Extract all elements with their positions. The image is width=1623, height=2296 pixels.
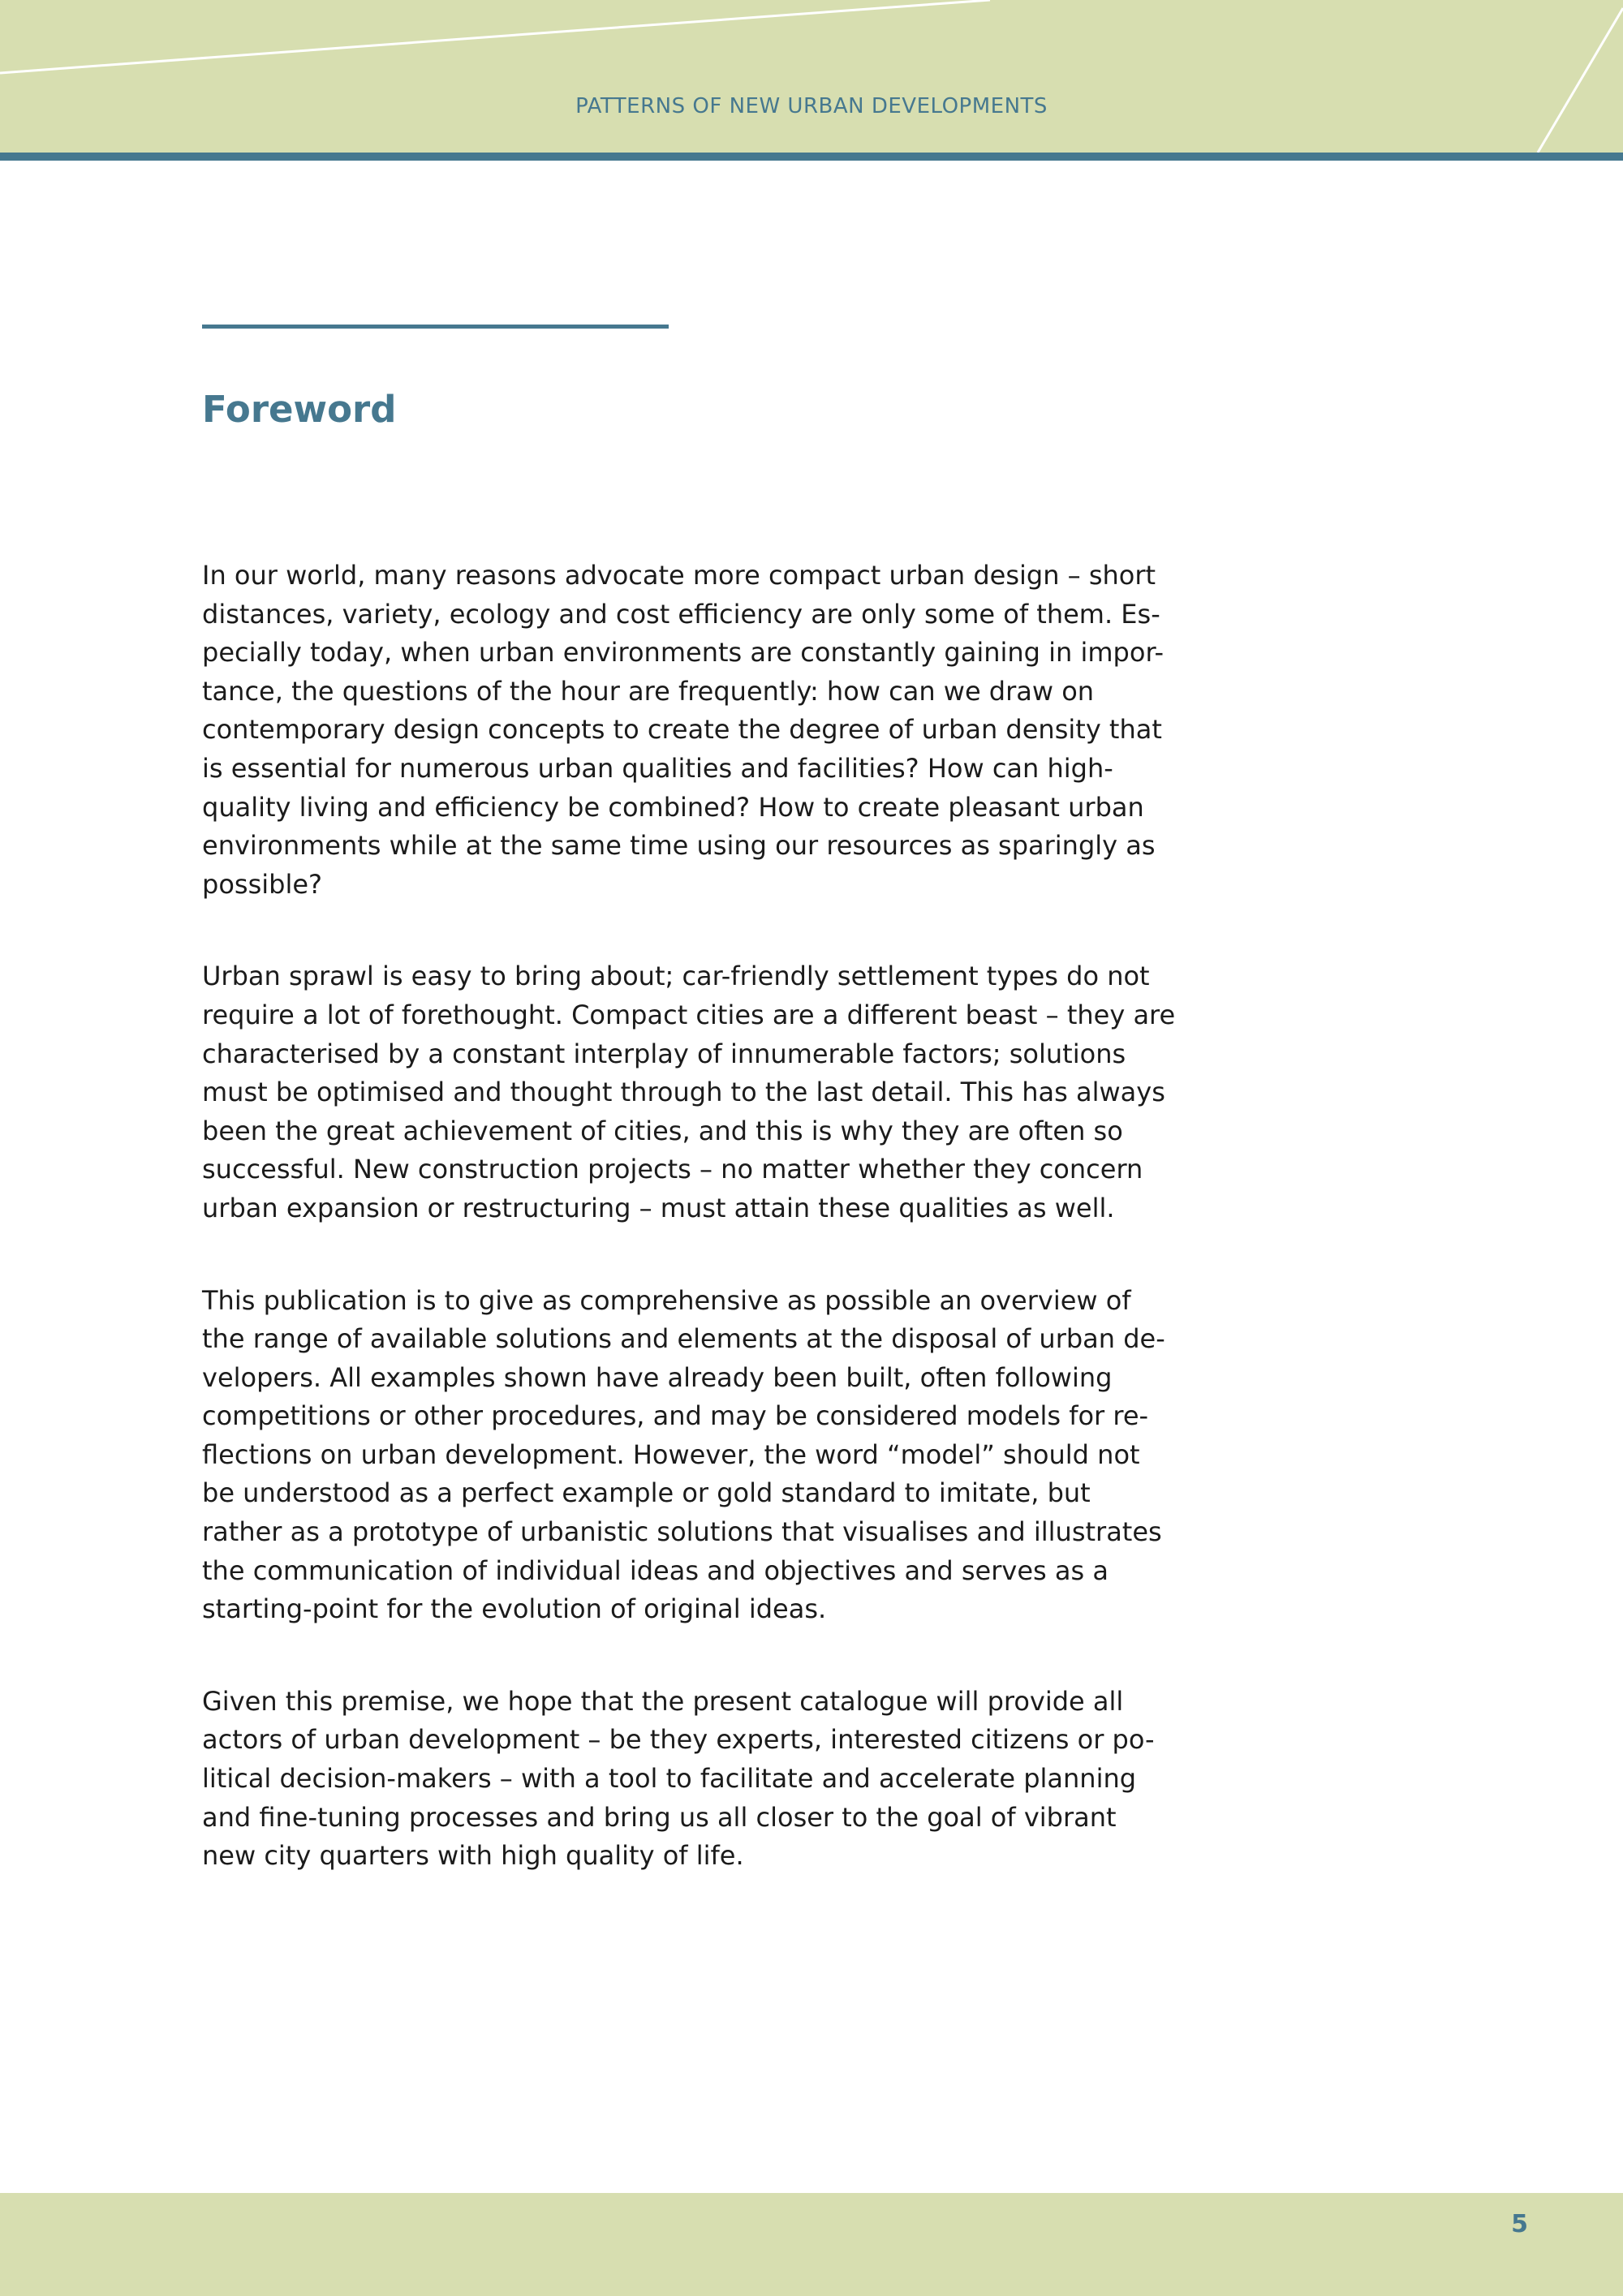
paragraph-3: This publication is to give as comprehensive as possible an overview of the range of available solutions and elements at the disposal of urban de- velopers. All examples shown have already been built, often following competitions or other procedures, and may be considered models for re- flections on urban development. However, the word “model” should not be understood as a perfect example or gold standard to imitate, but rather as a prototype of urbanistic solutions that visualises and illustrates the communication of individual ideas and objectives and serves as a starting-point for the evolution of original ideas. bbox=[202, 1284, 1165, 1625]
header-diagonal-line-right bbox=[1538, 8, 1623, 153]
header-rule bbox=[0, 153, 1623, 161]
running-head: PATTERNS OF NEW URBAN DEVELOPMENTS bbox=[575, 94, 1048, 118]
paragraph-2: Urban sprawl is easy to bring about; car-friendly settlement types do not require a lot of forethought. Compact cities are a different beast – they are characterised by a constant interplay of innumerable factors; solutions must be optimised and thought through to the last detail. This has always been the great achievement of cities, and this is why they are often so successful. New construction projects – no matter whether they concern urban expansion or restructuring – must attain these qualities as well. bbox=[202, 961, 1176, 1223]
header-diagonal-line-left bbox=[0, 0, 990, 73]
paragraph-1: In our world, many reasons advocate more compact urban design – short distances, variety, ecology and cost efficiency are only some of them. Es- pecially today, when urban environments are constantly gaining in impor- tance, the questions of the hour are frequently: how can we draw on contemporary design concepts to create the degree of urban density that is essential for numerous urban qualities and facilities? How can high- quality living and efficiency be combined? How to create pleasant urban environments while at the same time using our resources as sparingly as possible? bbox=[202, 560, 1165, 900]
page-number: 5 bbox=[1511, 2210, 1528, 2238]
footer-band bbox=[0, 2193, 1623, 2296]
paragraph-4: Given this premise, we hope that the present catalogue will provide all actors of urban development – be they experts, interested citizens or po- litical decision-makers – with a tool to facilitate and accelerate planning and fine-tuning processes and bring us all closer to the goal of vibrant new city quarters with high quality of life. bbox=[202, 1685, 1155, 1872]
page-title: Foreword bbox=[202, 388, 397, 431]
header-decorative-lines bbox=[0, 0, 1623, 153]
title-rule bbox=[202, 325, 669, 329]
header-band bbox=[0, 0, 1623, 153]
body-text bbox=[202, 557, 1200, 1929]
